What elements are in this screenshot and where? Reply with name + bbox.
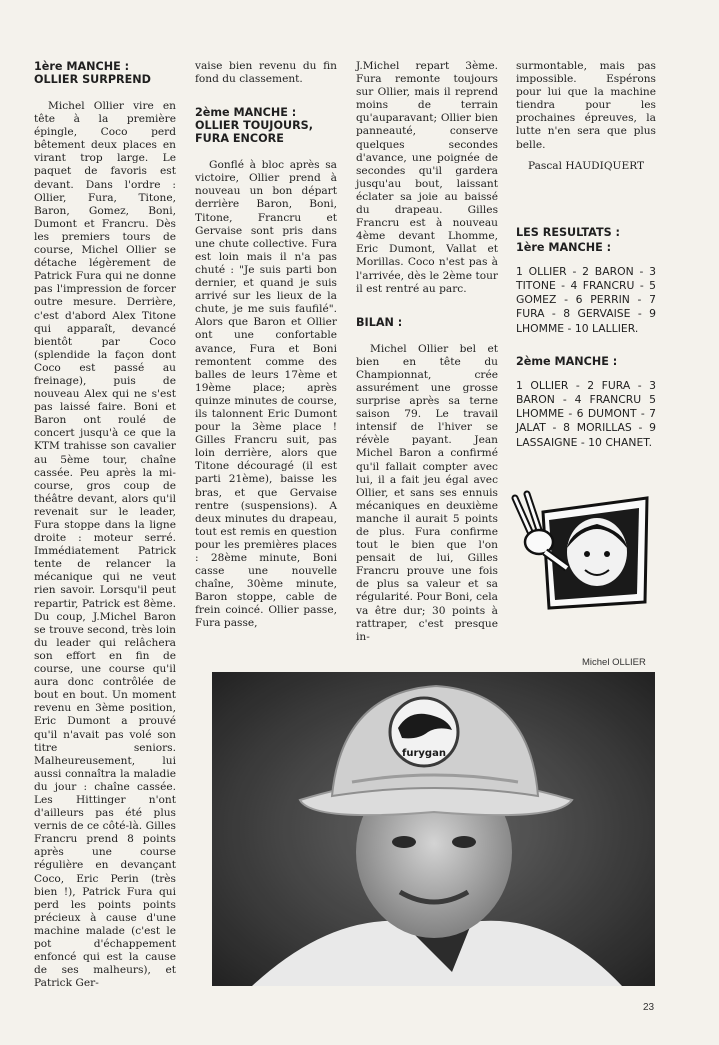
results-title: LES RESULTATS : <box>516 225 621 239</box>
article-paragraph: Michel Ollier bel et bien en tête du Championnat, crée assurément une grosse surprise après sa terne saison 79. Le travail intensif de l'hiver se révèle payant. Jean Michel Baron a confirmé qu'il fallait compter avec lui, il a fait jeu égal avec Ollier, et sans ses ennuis mécaniques en deuxième manche il aurait 5 points de plus. Fura confirme tout le bien que l'on pensait de lui, Gilles Francru prouve une fois de plus sa valeur et sa régularité. Pour Boni, cela va être dur; 30 points à rattraper, c'est presque in- <box>356 342 498 643</box>
results-manche-1-title: 1ère MANCHE : <box>516 240 612 254</box>
column-3 <box>356 60 498 650</box>
rider-photo <box>212 672 655 986</box>
page-number: 23 <box>643 1002 655 1013</box>
results-section <box>516 225 656 450</box>
heading-manche-1: 1ère MANCHE : OLLIER SURPREND <box>34 60 151 86</box>
article-paragraph: Michel Ollier vire en tête à la première épingle, Coco perd bêtement deux places en virant trop large. Le paquet de favoris est devant. Dans l'ordre : Ollier, Fura, Titone, Baron, Gomez, Boni, Dumont et Francru. Dès les premiers tours de course, Michel Ollier se détache légèrement de Patrick Fura qui ne donne pas l'impression de forcer outre mesure. Derrière, c'est d'abord Alex Titone qui apparaît, devancé bientôt par Coco (splendide la façon dont Coco est passé au freinage), puis de nouveau Alex qui ne s'est pas laissé faire. Boni et Baron ont roulé de concert jusqu'à ce que la KTM trahisse son cavalier au 5ème tour, chaîne cassée. Peu après la mi-course, gros coup de théâtre devant, alors qu'il revenait sur le leader, Fura stoppe dans la ligne droite : moteur serré. Immédiatement Patrick tente de relancer la mécanique qui ne veut rien savoir. Lorsqu'il peut repartir, Patrick est 8ème. Du coup, J.Michel Baron se trouve second, très loin du leader qui relâchera son effort en fin de course, une course qu'il aura donc contrôlée de bout en bout. Un moment revenu en 3ème position, Eric Dumont a prouvé qu'il n'avait pas volé son titre seniors. Malheureusement, lui aussi connaîtra la maladie du jour : chaîne cassée. Les Hittinger n'ont d'ailleurs pas été plus vernis de ce côté-là. Gilles Francru prend 8 points après une course régulière en devançant Coco, Eric Perin (très bien !), Patrick Fura qui perd les points points précieux à cause d'une machine malade (c'est le pot d'échappement enfoncé qui est la cause de ses malheurs), et Patrick Ger- <box>34 100 176 990</box>
column-2 <box>195 60 337 637</box>
author-signature: Pascal HAUDIQUERT <box>527 159 645 172</box>
hat-logo-text: furygan <box>402 748 446 759</box>
article-paragraph: vaise bien revenu du fin fond du classement. <box>195 60 337 86</box>
rider-portrait-image <box>212 672 655 986</box>
photo-caption: Michel OLLIER <box>582 657 646 668</box>
column-1 <box>34 60 176 996</box>
heading-manche-2: 2ème MANCHE : OLLIER TOUJOURS, FURA ENCORE <box>195 106 313 146</box>
article-paragraph: J.Michel repart 3ème. Fura remonte toujours sur Ollier, mais il reprend moins de terrain qu'auparavant; Ollier bien panneauté, conserve quelques secondes d'avance, une poignée de secondes qu'il gardera jusqu'au bout, laissant éclater sa joie au baissé du drapeau. Gilles Francru est à nouveau 4ème devant Lhomme, Eric Dumont, Vallat et Morillas. Coco n'est pas à l'arrivée, dès le 2ème tour il est rentré au parc. <box>356 60 498 295</box>
victory-cartoon-icon <box>505 490 655 610</box>
results-manche-2-title: 2ème MANCHE : <box>516 354 618 368</box>
results-manche-1: 1 OLLIER - 2 BARON - 3 TITONE - 4 FRANCRU - 5 GOMEZ - 6 PERRIN - 7 FURA - 8 GERVAISE - 9 LHOMME - 10 LALLIER. <box>516 264 656 335</box>
results-manche-2: 1 OLLIER - 2 FURA - 3 BARON - 4 FRANCRU 5 LHOMME - 6 DUMONT - 7 JALAT - 8 MORILLAS - 9 LASSAIGNE - 10 CHANET. <box>516 378 656 449</box>
heading-bilan: BILAN : <box>356 315 403 329</box>
article-paragraph: surmontable, mais pas impossible. Espérons pour lui que la machine tiendra pour les prochaines épreuves, la lutte n'en sera que plus belle. <box>516 60 656 151</box>
article-paragraph: Gonflé à bloc après sa victoire, Ollier prend à nouveau un bon départ derrière Baron, Boni, Titone, Francru et Gervaise sont pris dans une chute collective. Fura est loin mais il n'a pas chuté : "Je suis parti bon dernier, et quand je suis arrivé sur les lieux de la chute, je me suis faufilé". Alors que Baron et Ollier ont une confortable avance, Fura et Boni remontent comme des balles de leurs 17ème et 19ème place; après quinze minutes de course, ils talonnent Eric Dumont pour la 3ème place ! Gilles Francru suit, pas loin derrière, alors que Titone découragé (il est parti 21ème), baisse les bras, et que Gervaise rentre (suspensions). A deux minutes du drapeau, tout est remis en question pour les premières places : 28ème minute, Boni casse une nouvelle chaîne, 30ème minute, Baron stoppe, cable de frein coincé. Ollier passe, Fura passe, <box>195 159 337 630</box>
column-4 <box>516 60 656 468</box>
